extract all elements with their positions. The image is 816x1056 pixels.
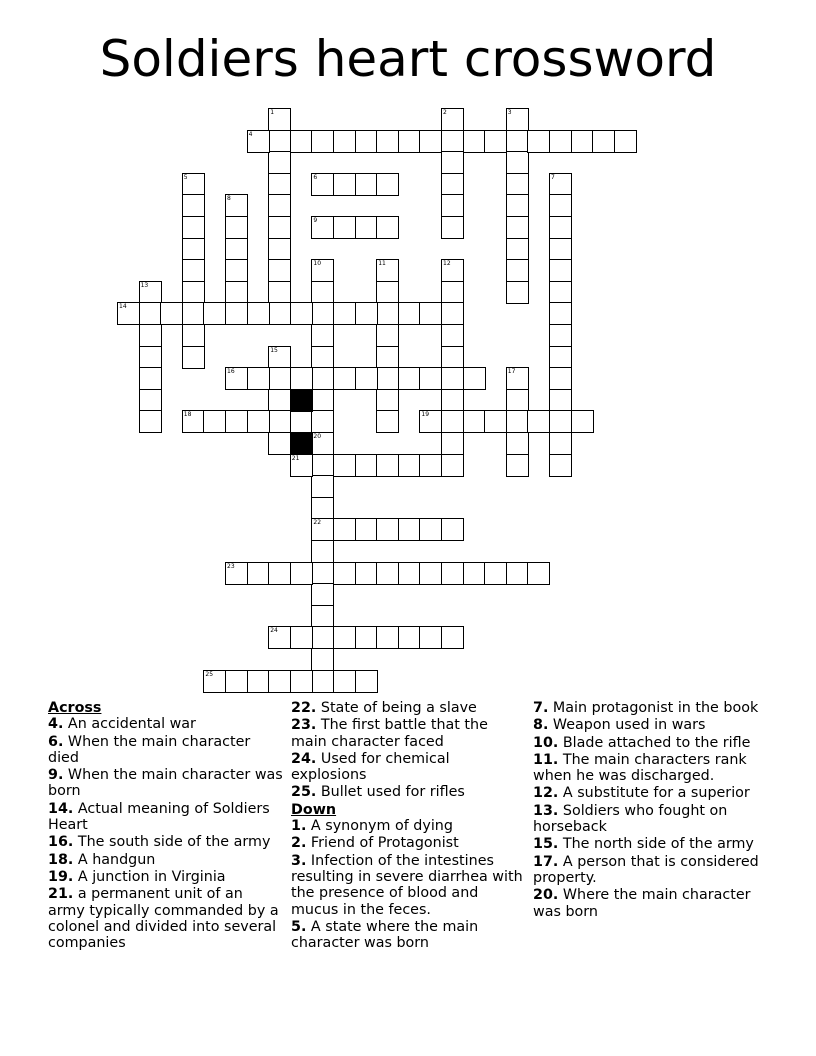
down-clue	[533, 785, 768, 801]
grid-cell[interactable]	[182, 281, 205, 304]
grid-cell[interactable]	[355, 626, 378, 649]
grid-cell[interactable]	[506, 454, 529, 477]
grid-cell[interactable]	[355, 454, 378, 477]
grid-cell[interactable]	[506, 259, 529, 282]
grid-cell[interactable]	[139, 410, 162, 433]
grid-cell[interactable]	[311, 497, 334, 520]
down-clue	[533, 836, 768, 852]
grid-cell[interactable]	[311, 670, 334, 693]
grid-cell[interactable]	[311, 626, 334, 649]
clue-number-17: 17	[507, 368, 516, 376]
grid-cell[interactable]	[506, 216, 529, 239]
grid-cell[interactable]	[225, 238, 248, 261]
grid-cell[interactable]	[376, 367, 399, 390]
clue-number-19: 19	[421, 411, 430, 419]
clue-text: The first battle that the main character faced	[291, 717, 488, 750]
grid-cell[interactable]	[506, 130, 529, 153]
grid-cell[interactable]	[311, 302, 334, 325]
grid-cell[interactable]	[182, 324, 205, 347]
clue-text: A synonym of dying	[306, 818, 453, 835]
across-clue	[291, 751, 527, 784]
across-clue	[48, 767, 283, 800]
down-clue	[533, 752, 768, 785]
grid-cell[interactable]	[290, 130, 313, 153]
grid-cell[interactable]	[549, 324, 572, 347]
grid-cell[interactable]	[376, 324, 399, 347]
grid-cell[interactable]	[441, 302, 464, 325]
grid-cell[interactable]	[463, 367, 486, 390]
clue-number: 14.	[48, 800, 74, 817]
grid-cell[interactable]	[441, 626, 464, 649]
grid-cell[interactable]	[549, 238, 572, 261]
grid-cell[interactable]	[549, 410, 572, 433]
clue-number: 15.	[533, 836, 559, 853]
grid-cell[interactable]	[333, 562, 356, 585]
grid-cell[interactable]	[355, 302, 378, 325]
grid-cell[interactable]	[419, 130, 442, 153]
grid-cell[interactable]	[182, 346, 205, 369]
clue-column-3	[533, 700, 768, 921]
grid-cell[interactable]	[225, 410, 248, 433]
grid-cell[interactable]	[527, 562, 550, 585]
grid-cell[interactable]	[527, 130, 550, 153]
grid-cell[interactable]	[160, 302, 183, 325]
clue-number-2: 2	[443, 109, 447, 116]
grid-cell[interactable]	[376, 410, 399, 433]
clue-number-18: 18	[183, 411, 192, 419]
clue-number: 6.	[48, 733, 64, 750]
grid-cell[interactable]	[398, 454, 421, 477]
clue-number: 3.	[291, 852, 307, 869]
grid-cell[interactable]	[463, 562, 486, 585]
clue-number: 25.	[291, 784, 317, 801]
grid-cell[interactable]	[376, 281, 399, 304]
grid-cell[interactable]	[268, 238, 291, 261]
down-clue	[291, 835, 527, 851]
grid-cell[interactable]	[290, 670, 313, 693]
clue-number-23: 23	[227, 562, 235, 570]
clue-number-15: 15	[270, 346, 278, 354]
grid-cell[interactable]	[549, 432, 572, 455]
clue-number: 10.	[533, 734, 559, 751]
clue-text: Infection of the intestines resulting in severe diarrhea with the presence of blood and mucus in the feces.	[291, 852, 523, 918]
clue-text: A state where the main character was born	[291, 918, 479, 952]
clue-number-3: 3	[507, 109, 512, 116]
grid-cell[interactable]	[311, 583, 334, 606]
grid-cell[interactable]	[268, 216, 291, 239]
clue-text: A person that is considered property.	[533, 853, 759, 886]
grid-cell[interactable]	[441, 151, 464, 174]
grid-cell[interactable]	[355, 173, 378, 196]
grid-cell[interactable]	[506, 389, 529, 412]
grid-cell[interactable]	[506, 194, 529, 217]
grid-cell[interactable]	[311, 454, 334, 477]
grid-cell[interactable]	[441, 173, 464, 196]
across-clue	[48, 834, 283, 850]
grid-cell[interactable]	[592, 130, 615, 153]
grid-cell[interactable]	[355, 367, 378, 390]
grid-cell[interactable]	[333, 367, 356, 390]
grid-cell[interactable]	[398, 130, 421, 153]
grid-cell[interactable]	[549, 216, 572, 239]
grid-cell[interactable]	[203, 410, 226, 433]
grid-cell[interactable]	[355, 216, 378, 239]
grid-cell[interactable]	[139, 367, 162, 390]
down-clue	[533, 887, 768, 920]
grid-cell[interactable]	[290, 626, 313, 649]
grid-cell[interactable]	[506, 410, 529, 433]
grid-cell[interactable]	[268, 281, 291, 304]
clue-number: 5.	[291, 918, 307, 935]
grid-cell[interactable]	[268, 389, 291, 412]
clue-number-6: 6	[313, 173, 318, 181]
clue-number-22: 22	[313, 519, 322, 527]
clue-column-1	[48, 700, 283, 952]
grid-cell[interactable]	[376, 346, 399, 369]
grid-cell[interactable]	[484, 562, 507, 585]
down-heading: Down	[291, 801, 337, 818]
grid-cell[interactable]	[506, 281, 529, 304]
clue-number: 11.	[533, 751, 559, 768]
grid-cell[interactable]	[527, 410, 550, 433]
grid-cell[interactable]	[506, 238, 529, 261]
grid-cell[interactable]	[182, 302, 205, 325]
grid-cell[interactable]	[376, 130, 399, 153]
grid-cell[interactable]	[247, 670, 270, 693]
grid-cell[interactable]	[398, 562, 421, 585]
grid-cell[interactable]	[268, 151, 291, 174]
across-heading: Across	[48, 700, 102, 716]
grid-cell[interactable]	[355, 518, 378, 541]
page-title: Soldiers heart crossword	[99, 30, 717, 88]
grid-cell[interactable]	[441, 194, 464, 217]
clue-number-11: 11	[378, 260, 386, 268]
clue-number-25: 25	[205, 670, 214, 678]
grid-cell[interactable]	[484, 130, 507, 153]
grid-cell[interactable]	[441, 346, 464, 369]
clue-number-8: 8	[227, 195, 231, 203]
black-square	[290, 389, 313, 412]
grid-cell[interactable]	[268, 259, 291, 282]
grid-cell[interactable]	[355, 670, 378, 693]
grid-cell[interactable]	[441, 432, 464, 455]
grid-cell[interactable]	[419, 367, 442, 390]
down-clue	[533, 717, 768, 733]
grid-cell[interactable]	[549, 346, 572, 369]
grid-cell[interactable]	[268, 562, 291, 585]
grid-cell[interactable]	[311, 648, 334, 671]
grid-cell[interactable]	[311, 475, 334, 498]
clue-text: Weapon used in wars	[548, 717, 706, 734]
clue-number-4: 4	[248, 130, 253, 138]
grid-cell[interactable]	[333, 626, 356, 649]
grid-cell[interactable]	[290, 367, 313, 390]
clue-number-16: 16	[227, 368, 235, 376]
down-clue	[533, 803, 768, 836]
grid-cell[interactable]	[419, 302, 442, 325]
clue-text: The main characters rank when he was discharged.	[533, 751, 747, 785]
clue-text: An accidental war	[63, 716, 196, 733]
grid-cell[interactable]	[139, 324, 162, 347]
down-clue	[291, 853, 527, 918]
grid-cell[interactable]	[182, 216, 205, 239]
grid-cell[interactable]	[419, 562, 442, 585]
clue-number: 9.	[48, 767, 64, 784]
grid-cell[interactable]	[376, 216, 399, 239]
clue-number-1: 1	[270, 109, 275, 116]
clue-number: 23.	[291, 717, 317, 734]
across-clue	[48, 886, 283, 951]
grid-cell[interactable]	[376, 626, 399, 649]
clue-number: 21.	[48, 886, 74, 903]
clue-number-24: 24	[270, 627, 278, 635]
clue-column-2	[291, 700, 527, 952]
clue-number-21: 21	[291, 454, 300, 462]
black-square	[290, 432, 313, 455]
grid-cell[interactable]	[333, 670, 356, 693]
down-clue	[533, 735, 768, 751]
clue-number-14: 14	[119, 303, 127, 311]
grid-cell[interactable]	[139, 346, 162, 369]
grid-cell[interactable]	[506, 432, 529, 455]
grid-cell[interactable]	[549, 302, 572, 325]
grid-cell[interactable]	[333, 518, 356, 541]
clue-number: 20.	[533, 887, 559, 904]
grid-cell[interactable]	[506, 562, 529, 585]
clue-number: 18.	[48, 851, 74, 868]
across-clue	[291, 717, 527, 750]
clue-number: 2.	[291, 835, 307, 852]
grid-cell[interactable]	[614, 130, 637, 153]
grid-cell[interactable]	[398, 367, 421, 390]
clue-number-7: 7	[551, 173, 555, 181]
clue-number: 17.	[533, 853, 559, 870]
grid-cell[interactable]	[139, 302, 162, 325]
across-clue	[48, 801, 283, 834]
clue-number: 7.	[533, 700, 549, 716]
clue-number: 19.	[48, 868, 74, 885]
clue-number: 12.	[533, 785, 559, 802]
grid-cell[interactable]	[506, 173, 529, 196]
grid-cell[interactable]	[549, 454, 572, 477]
grid-cell[interactable]	[311, 562, 334, 585]
grid-cell[interactable]	[290, 562, 313, 585]
grid-cell[interactable]	[311, 281, 334, 304]
across-clue	[48, 852, 283, 868]
grid-cell[interactable]	[376, 518, 399, 541]
clue-number-9: 9	[313, 217, 318, 224]
grid-cell[interactable]	[398, 518, 421, 541]
grid-cell[interactable]	[311, 389, 334, 412]
grid-cell[interactable]	[268, 367, 291, 390]
grid-cell[interactable]	[268, 410, 291, 433]
grid-cell[interactable]	[311, 540, 334, 563]
clue-text: A substitute for a superior	[558, 785, 750, 802]
clue-number: 1.	[291, 818, 307, 835]
clue-number-5: 5	[183, 173, 188, 181]
grid-cell[interactable]	[225, 216, 248, 239]
clue-number: 8.	[533, 717, 549, 734]
grid-cell[interactable]	[290, 302, 313, 325]
clue-text: a permanent unit of an army typically commanded by a colonel and divided into several companies	[48, 886, 279, 952]
grid-cell[interactable]	[376, 389, 399, 412]
grid-cell[interactable]	[549, 281, 572, 304]
grid-cell[interactable]	[376, 173, 399, 196]
grid-cell[interactable]	[268, 194, 291, 217]
down-clue	[291, 818, 527, 834]
grid-cell[interactable]	[182, 259, 205, 282]
clue-text: Soldiers who fought on horseback	[533, 802, 728, 836]
clue-number: 13.	[533, 802, 559, 819]
grid-cell[interactable]	[398, 302, 421, 325]
grid-cell[interactable]	[268, 173, 291, 196]
grid-cell[interactable]	[225, 259, 248, 282]
clue-text: Main protagonist in the book	[548, 700, 759, 716]
grid-cell[interactable]	[311, 605, 334, 628]
grid-cell[interactable]	[182, 194, 205, 217]
grid-cell[interactable]	[139, 389, 162, 412]
grid-cell[interactable]	[376, 562, 399, 585]
grid-cell[interactable]	[311, 410, 334, 433]
grid-cell[interactable]	[333, 454, 356, 477]
clue-text: Where the main character was born	[533, 887, 751, 920]
across-clue	[291, 700, 527, 716]
grid-cell[interactable]	[441, 216, 464, 239]
clue-number: 22.	[291, 700, 317, 716]
clue-number: 24.	[291, 750, 317, 767]
across-clue	[291, 784, 527, 800]
grid-cell[interactable]	[441, 454, 464, 477]
clue-text: When the main character was born	[48, 767, 283, 800]
grid-cell[interactable]	[225, 281, 248, 304]
grid-cell[interactable]	[441, 324, 464, 347]
down-clue	[533, 700, 768, 716]
grid-cell[interactable]	[182, 238, 205, 261]
clue-text: Used for chemical explosions	[291, 750, 450, 784]
grid-cell[interactable]	[268, 670, 291, 693]
clue-number: 16.	[48, 834, 74, 851]
grid-cell[interactable]	[225, 670, 248, 693]
grid-cell[interactable]	[203, 302, 226, 325]
grid-cell[interactable]	[549, 367, 572, 390]
grid-cell[interactable]	[225, 302, 248, 325]
grid-cell[interactable]	[247, 367, 270, 390]
grid-cell[interactable]	[355, 130, 378, 153]
down-clue	[291, 919, 527, 952]
clue-text: When the main character died	[48, 733, 251, 766]
grid-cell[interactable]	[571, 410, 594, 433]
grid-cell[interactable]	[398, 626, 421, 649]
grid-cell[interactable]	[549, 389, 572, 412]
grid-cell[interactable]	[333, 130, 356, 153]
clue-number: 4.	[48, 716, 64, 733]
grid-cell[interactable]	[376, 454, 399, 477]
clue-number-20: 20	[313, 433, 322, 440]
grid-cell[interactable]	[441, 367, 464, 390]
across-clue	[48, 716, 283, 732]
grid-cell[interactable]	[333, 216, 356, 239]
grid-cell[interactable]	[247, 562, 270, 585]
grid-cell[interactable]	[463, 410, 486, 433]
clue-text: The south side of the army	[73, 834, 271, 851]
grid-cell[interactable]	[549, 194, 572, 217]
grid-cell[interactable]	[506, 151, 529, 174]
grid-cell[interactable]	[311, 324, 334, 347]
grid-cell[interactable]	[311, 130, 334, 153]
clue-text: The north side of the army	[558, 836, 754, 853]
clue-text: State of being a slave	[316, 700, 477, 716]
clue-number-12: 12	[443, 260, 451, 268]
down-clue	[533, 854, 768, 887]
grid-cell[interactable]	[484, 410, 507, 433]
grid-cell[interactable]	[549, 130, 572, 153]
clue-text: A junction in Virginia	[73, 868, 226, 885]
grid-cell[interactable]	[441, 518, 464, 541]
grid-cell[interactable]	[441, 410, 464, 433]
clue-number-10: 10	[313, 260, 322, 268]
grid-cell[interactable]	[268, 432, 291, 455]
grid-cell[interactable]	[419, 454, 442, 477]
grid-cell[interactable]	[355, 562, 378, 585]
grid-cell[interactable]	[419, 518, 442, 541]
clue-text: A handgun	[73, 851, 156, 868]
grid-cell[interactable]	[419, 626, 442, 649]
grid-cell[interactable]	[441, 130, 464, 153]
grid-cell[interactable]	[463, 130, 486, 153]
clue-text: Blade attached to the rifle	[558, 734, 751, 751]
grid-cell[interactable]	[268, 302, 291, 325]
grid-cell[interactable]	[441, 389, 464, 412]
grid-cell[interactable]	[441, 562, 464, 585]
grid-cell[interactable]	[311, 367, 334, 390]
grid-cell[interactable]	[333, 173, 356, 196]
grid-cell[interactable]	[571, 130, 594, 153]
clue-text: Actual meaning of Soldiers Heart	[48, 800, 270, 834]
clue-text: Bullet used for rifles	[316, 784, 465, 801]
grid-cell[interactable]	[333, 302, 356, 325]
grid-cell[interactable]	[311, 346, 334, 369]
grid-cell[interactable]	[549, 259, 572, 282]
grid-cell[interactable]	[441, 281, 464, 304]
grid-cell[interactable]	[247, 302, 270, 325]
across-clue	[48, 869, 283, 885]
grid-cell[interactable]	[247, 410, 270, 433]
clue-text: Friend of Protagonist	[306, 835, 459, 852]
grid-cell[interactable]	[376, 302, 399, 325]
across-clue	[48, 734, 283, 767]
clue-number-13: 13	[140, 281, 149, 289]
grid-cell[interactable]	[268, 130, 291, 153]
